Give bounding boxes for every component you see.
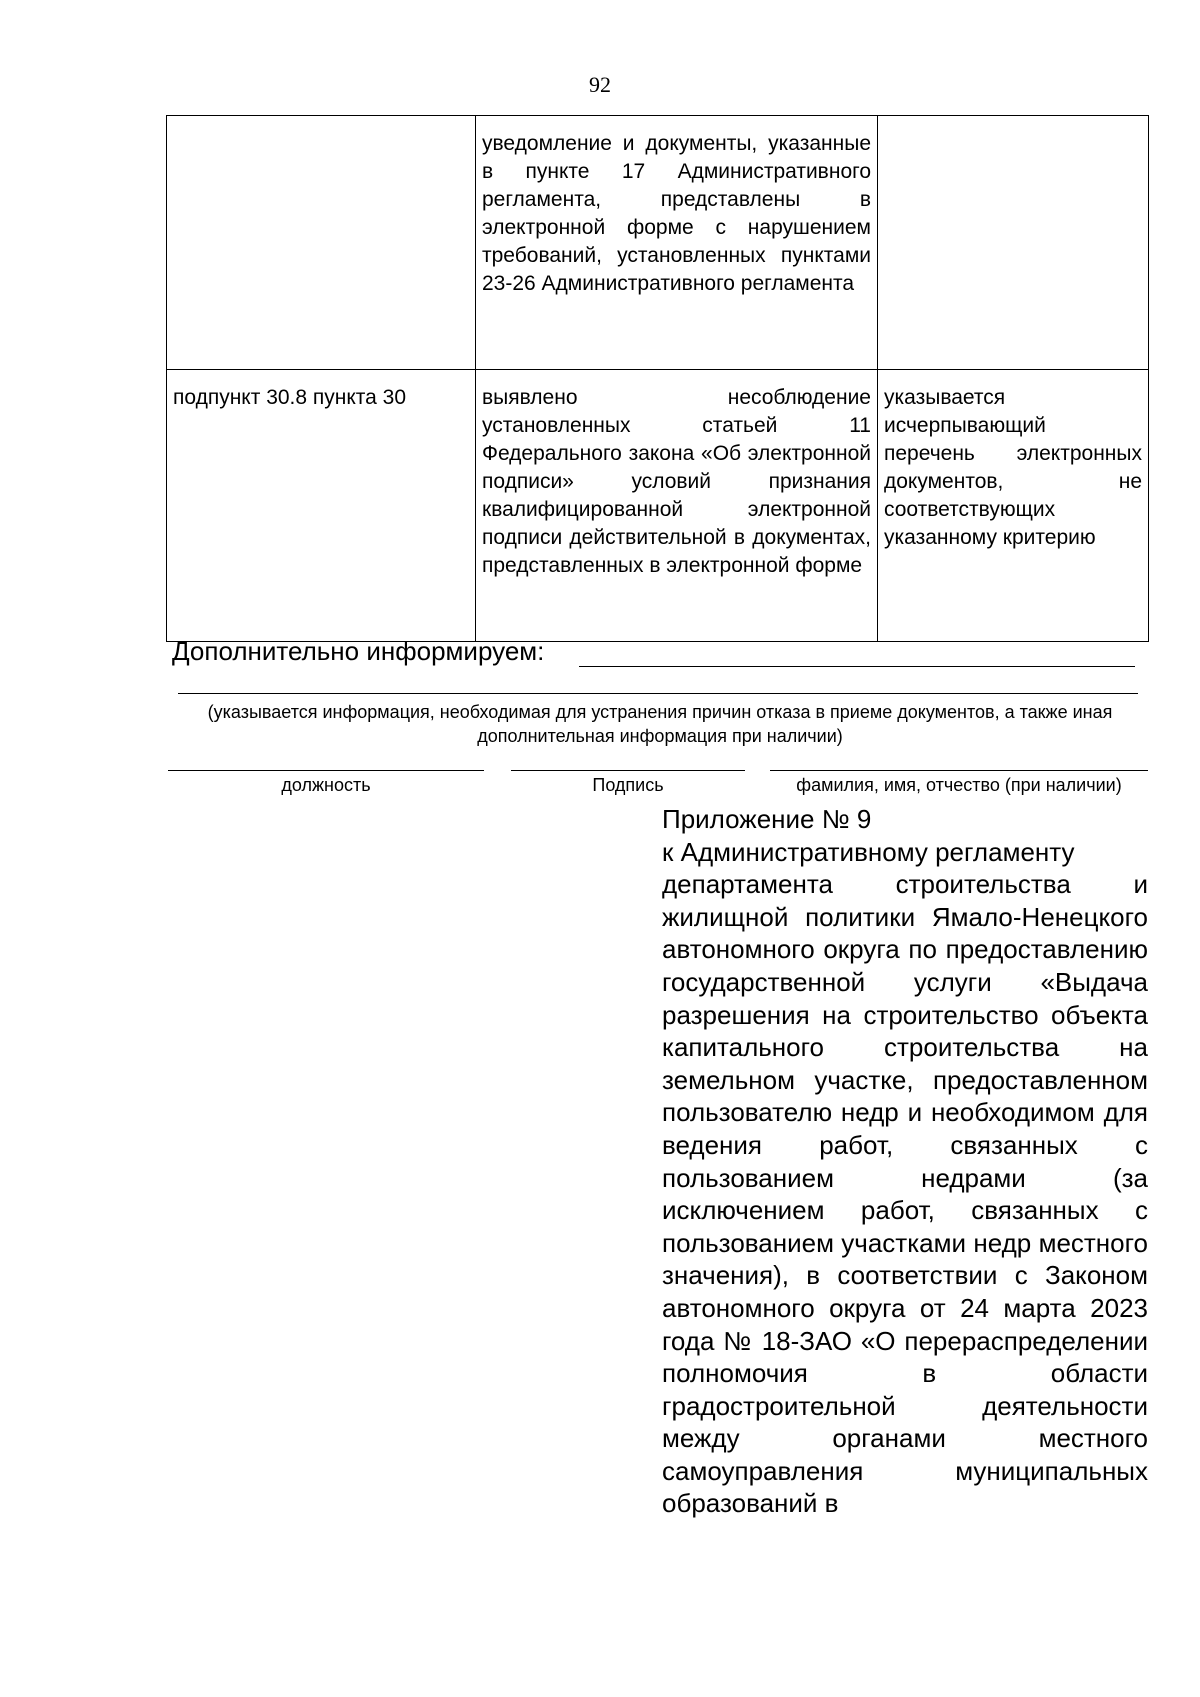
position-label: должность <box>281 775 371 795</box>
additional-info-line <box>579 666 1135 667</box>
explanation-cell <box>878 116 1149 370</box>
name-label: фамилия, имя, отчество (при наличии) <box>796 775 1122 795</box>
refusal-grounds-table <box>166 115 1149 642</box>
appendix-title: Приложение № 9 <box>662 804 872 834</box>
additional-info-label: Дополнительно информируем: <box>172 636 545 666</box>
explanation-cell: указывается исчерпывающий перечень электронных документов, не соответствующих указанному критерию <box>878 370 1149 642</box>
additional-info-line-2 <box>178 693 1138 694</box>
basis-cell: подпункт 30.8 пункта 30 <box>167 370 476 642</box>
appendix-subtitle: к Административному регламенту <box>662 836 1075 867</box>
name-line <box>770 770 1148 771</box>
reason-cell: выявлено несоблюдение установленных статьей 11 Федерального закона «Об электронной подписи» условий признания квалифицированной электронной подписи действительной в документах, представленных в электронной форме <box>476 370 878 642</box>
table-row <box>167 370 1149 642</box>
signature-label: Подпись <box>592 775 664 795</box>
additional-info-hint: (указывается информация, необходимая для устранения причин отказа в приеме документов, а также иная дополнительная информация при наличии) <box>207 702 1113 746</box>
appendix-header <box>662 803 1148 1520</box>
table-row <box>167 116 1149 370</box>
basis-cell <box>167 116 476 370</box>
page-number: 92 <box>589 72 611 97</box>
reason-cell: уведомление и документы, указанные в пункте 17 Административного регламента, представлены в электронной форме с нарушением требований, установленных пунктами 23-26 Административного регламента <box>476 116 878 370</box>
position-line <box>168 770 484 771</box>
appendix-body: департамента строительства и жилищной политики Ямало-Ненецкого автономного округа по предоставлению государственной услуги «Выдача разрешения на строительство объекта капитального строительства на земельном участке, предоставленном пользователю недр и необходимом для ведения работ, связанных с пользованием недрами (за исключением работ, связанных с пользованием участками недр местного значения), в соответствии с Законом автономного округа от 24 марта 2023 года № 18-ЗАО «О перераспределении полномочия в области градостроительной деятельности между органами местного самоуправления муниципальных образований в <box>662 869 1148 1519</box>
signature-line <box>511 770 745 771</box>
